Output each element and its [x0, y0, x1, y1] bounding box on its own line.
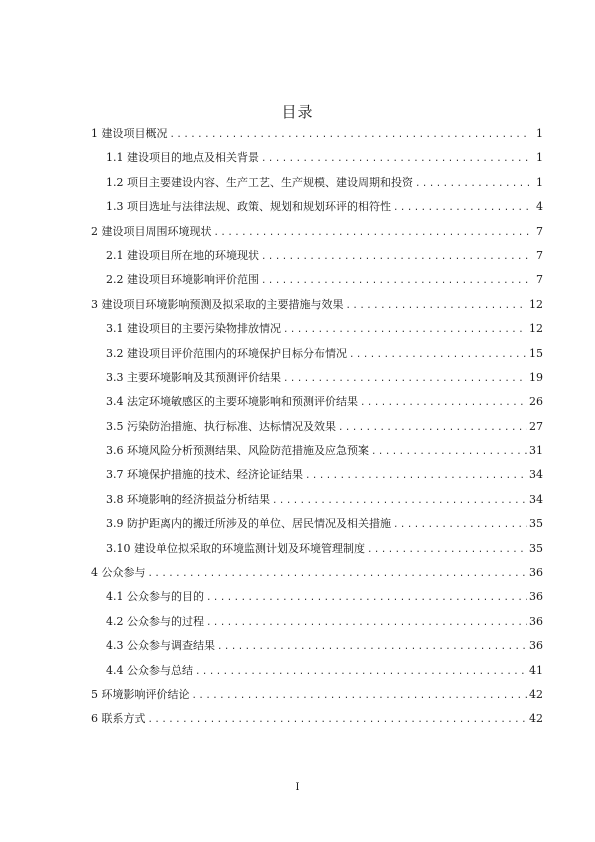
- toc-dot-leader: [195, 660, 527, 684]
- toc-entry-label: 3.3 主要环境影响及其预测评价结果: [106, 370, 281, 384]
- page-number: I: [295, 782, 300, 793]
- toc-entry[interactable]: [91, 488, 543, 512]
- toc-entry[interactable]: [91, 659, 543, 683]
- toc-entry-label: 4 公众参与: [91, 566, 146, 580]
- toc-entry[interactable]: [91, 707, 543, 731]
- toc-dot-leader: [214, 221, 530, 245]
- toc-entry-page: 7: [536, 248, 543, 262]
- toc-dot-leader: [148, 562, 528, 586]
- toc-entry[interactable]: [91, 512, 543, 536]
- toc-entry-page: 1: [536, 127, 543, 140]
- toc-entry-label: 3.9 防护距离内的搬迁所涉及的单位、居民情况及相关措施: [106, 517, 391, 531]
- toc-dot-leader: [305, 464, 527, 488]
- toc-entry[interactable]: [91, 463, 543, 487]
- toc-entry-page: 31: [529, 444, 543, 458]
- toc-entry[interactable]: [91, 342, 543, 366]
- toc-entry[interactable]: [91, 683, 543, 707]
- toc-entry-page: 7: [536, 273, 543, 287]
- toc-entry[interactable]: [91, 171, 543, 195]
- toc-entry-label: 5 环境影响评价结论: [91, 687, 190, 701]
- toc-dot-leader: [192, 684, 528, 708]
- toc-entry-label: 2.2 建设项目环境影响评价范围: [106, 273, 259, 287]
- toc-entry[interactable]: [91, 268, 543, 292]
- toc-dot-leader: [367, 538, 527, 562]
- toc-entry[interactable]: [91, 439, 543, 463]
- toc-entry-label: 4.4 公众参与总结: [106, 663, 193, 677]
- toc-entry-label: 1.1 建设项目的地点及相关背景: [106, 151, 259, 165]
- toc-entry-page: 4: [536, 200, 543, 214]
- toc-entry-page: 26: [529, 395, 543, 409]
- toc-entry-page: 12: [529, 322, 543, 336]
- toc-dot-leader: [261, 269, 529, 293]
- toc-entry-label: 4.3 公众参与调查结果: [106, 639, 215, 653]
- toc-entry-page: 36: [529, 590, 543, 604]
- toc-entry[interactable]: [91, 220, 543, 244]
- toc-entry-label: 3 建设项目环境影响预测及拟采取的主要措施与效果: [91, 297, 344, 311]
- toc-entry-label: 3.5 污染防治措施、执行标准、达标情况及效果: [106, 419, 336, 433]
- toc-entry-label: 3.4 法定环境敏感区的主要环境影响和预测评价结果: [106, 395, 358, 409]
- toc-entry-page: 36: [529, 614, 543, 628]
- toc-entry[interactable]: [91, 293, 543, 317]
- toc-entry-page: 41: [529, 663, 543, 677]
- toc-dot-leader: [283, 367, 527, 391]
- toc-dot-leader: [393, 513, 527, 537]
- toc-entry-page: 7: [536, 224, 543, 238]
- toc-entry[interactable]: [91, 317, 543, 341]
- toc-entry-label: 2 建设项目周围环境现状: [91, 224, 212, 238]
- toc-dot-leader: [217, 635, 527, 659]
- toc-entry[interactable]: [91, 561, 543, 585]
- toc-dot-leader: [393, 196, 529, 220]
- toc-dot-leader: [283, 318, 527, 342]
- toc-dot-leader: [349, 343, 527, 367]
- toc-entry-page: 19: [529, 370, 543, 384]
- toc-dot-leader: [346, 294, 528, 318]
- toc-entry[interactable]: [91, 122, 543, 146]
- toc-dot-leader: [170, 123, 530, 147]
- toc-dot-leader: [338, 416, 527, 440]
- toc-entry[interactable]: [91, 610, 543, 634]
- toc-entry-page: 35: [529, 517, 543, 531]
- toc-entry-page: 34: [529, 492, 543, 506]
- toc-entry[interactable]: [91, 415, 543, 439]
- toc-entry-page: 1: [536, 151, 543, 165]
- toc-dot-leader: [206, 586, 527, 610]
- toc-entry-label: 1.3 项目选址与法律法规、政策、规划和规划环评的相符性: [106, 200, 391, 214]
- toc-entry-label: 3.2 建设项目评价范围内的环境保护目标分布情况: [106, 346, 347, 360]
- toc-dot-leader: [360, 391, 527, 415]
- toc-entry[interactable]: [91, 195, 543, 219]
- toc-entry[interactable]: [91, 537, 543, 561]
- toc-dot-leader: [148, 708, 528, 732]
- toc-entry-page: 12: [529, 297, 543, 311]
- toc-entry-label: 3.1 建设项目的主要污染物排放情况: [106, 322, 281, 336]
- toc-entry-page: 1: [536, 175, 543, 189]
- toc-dot-leader: [206, 611, 527, 635]
- toc-entry[interactable]: [91, 585, 543, 609]
- toc-entry-label: 2.1 建设项目所在地的环境现状: [106, 248, 259, 262]
- toc-entry-page: 34: [529, 468, 543, 482]
- toc-entry-page: 35: [529, 541, 543, 555]
- toc-entry-label: 3.6 环境风险分析预测结果、风险防范措施及应急预案: [106, 444, 369, 458]
- toc-dot-leader: [272, 489, 527, 513]
- toc-dot-leader: [261, 245, 529, 269]
- toc-entry-label: 1.2 项目主要建设内容、生产工艺、生产规模、建设周期和投资: [106, 175, 413, 189]
- table-of-contents: [91, 122, 543, 732]
- toc-entry[interactable]: [91, 244, 543, 268]
- toc-entry-page: 36: [529, 639, 543, 653]
- toc-entry-label: 6 联系方式: [91, 712, 146, 726]
- toc-dot-leader: [415, 172, 529, 196]
- toc-entry-label: 3.8 环境影响的经济损益分析结果: [106, 492, 270, 506]
- toc-dot-leader: [371, 440, 527, 464]
- toc-title: 目录: [281, 103, 314, 121]
- toc-entry-label: 3.7 环境保护措施的技术、经济论证结果: [106, 468, 303, 482]
- toc-entry-page: 15: [529, 346, 543, 360]
- toc-entry-label: 4.1 公众参与的目的: [106, 590, 204, 604]
- toc-entry-page: 42: [529, 712, 543, 726]
- toc-dot-leader: [261, 147, 529, 171]
- toc-entry-label: 3.10 建设单位拟采取的环境监测计划及环境管理制度: [106, 541, 365, 555]
- toc-entry-page: 42: [529, 687, 543, 701]
- toc-entry[interactable]: [91, 146, 543, 170]
- toc-entry[interactable]: [91, 390, 543, 414]
- toc-entry-page: 36: [529, 566, 543, 580]
- toc-entry[interactable]: [91, 366, 543, 390]
- toc-entry-label: 1 建设项目概况: [91, 127, 168, 140]
- toc-entry[interactable]: [91, 634, 543, 658]
- toc-entry-page: 27: [529, 419, 543, 433]
- toc-entry-label: 4.2 公众参与的过程: [106, 614, 204, 628]
